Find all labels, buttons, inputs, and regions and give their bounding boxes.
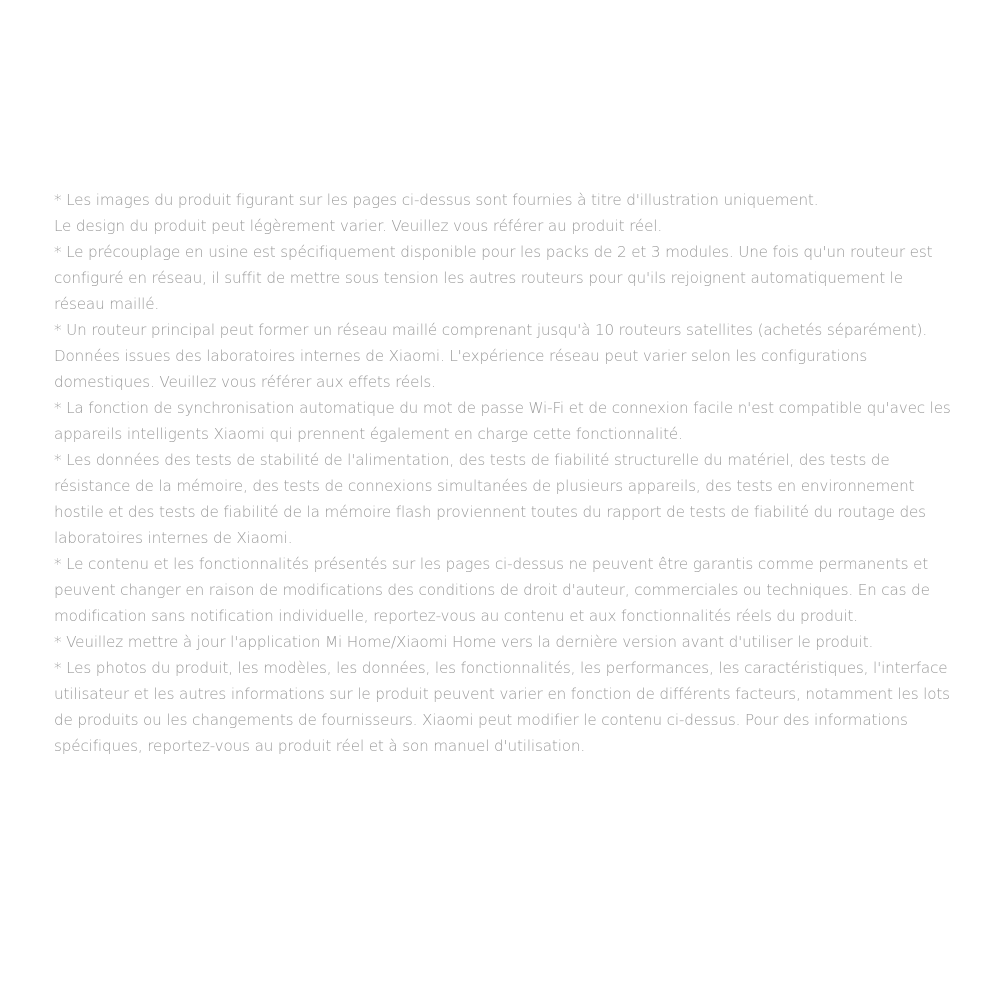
disclaimer-item: * Les photos du produit, les modèles, les données, les fonctionnalités, les performances, les caractéristiques, l'interface utilisateur et les autres informations sur le produit peuvent varier en fonction de différents facteurs, notamment les lots de produits ou les changements de fournisseurs. Xiaomi peut modifier le contenu ci-dessus. Pour des informations spécifiques, reportez-vous au produit réel et à son manuel d'utilisation. [54,659,950,755]
disclaimer-item: * Veuillez mettre à jour l'application Mi Home/Xiaomi Home vers la dernière version avant d'utiliser le produit. [54,633,874,651]
disclaimer-item: * Le contenu et les fonctionnalités présentés sur les pages ci-dessus ne peuvent être garantis comme permanents et peuvent changer en raison de modifications des conditions de droit d'auteur, commerciales ou techniques. En cas de modification sans notification individuelle, reportez-vous au contenu et aux fonctionnalités réels du produit. [54,555,930,625]
disclaimer-item: * La fonction de synchronisation automatique du mot de passe Wi-Fi et de connexion facile n'est compatible qu'avec les appareils intelligents Xiaomi qui prennent également en charge cette fonctionnalité. [54,399,951,443]
disclaimer-item: Le design du produit peut légèrement varier. Veuillez vous référer au produit réel. [54,217,663,235]
disclaimer-item: * Le précouplage en usine est spécifiquement disponible pour les packs de 2 et 3 modules. Une fois qu'un routeur est configuré en réseau, il suffit de mettre sous tension les autres routeurs pour qu'ils rejoignent automatiquement le réseau maillé. [54,243,933,313]
disclaimer-item: * Les images du produit figurant sur les pages ci-dessus sont fournies à titre d'illustration uniquement. [54,191,819,209]
disclaimer-item: * Un routeur principal peut former un réseau maillé comprenant jusqu'à 10 routeurs satellites (achetés séparément). Données issues des laboratoires internes de Xiaomi. L'expérience réseau peut varier selon les configurations domestiques. Veuillez vous référer aux effets réels. [54,321,927,391]
disclaimer-block [54,187,954,759]
disclaimer-item: * Les données des tests de stabilité de l'alimentation, des tests de fiabilité structurelle du matériel, des tests de résistance de la mémoire, des tests de connexions simultanées de plusieurs appareils, des tests en environnement hostile et des tests de fiabilité de la mémoire flash proviennent toutes du rapport de tests de fiabilité du routage des laboratoires internes de Xiaomi. [54,451,926,547]
